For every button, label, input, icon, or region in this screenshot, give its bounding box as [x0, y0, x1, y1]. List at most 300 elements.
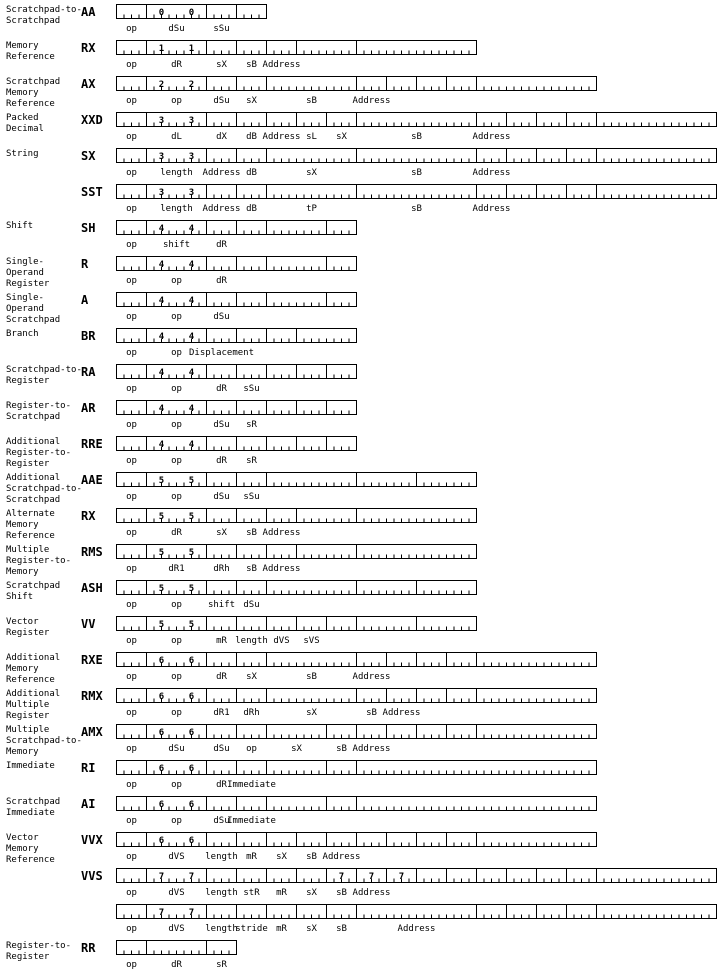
field-label: Address — [472, 204, 511, 214]
bit-value: 1 — [158, 44, 165, 54]
field-label: sB — [336, 924, 347, 934]
field-label: mR — [216, 636, 227, 646]
bit-value: 7 — [338, 872, 345, 882]
format-description: Register — [6, 279, 50, 289]
bit-value: 4 — [158, 332, 165, 342]
format-description: Scratchpad — [6, 16, 61, 26]
field-label: op — [126, 492, 137, 502]
bit-value: 7 — [188, 872, 195, 882]
field-label: shift — [162, 240, 191, 250]
field-label: dR1 — [213, 708, 230, 718]
field-label: dB — [246, 204, 257, 214]
field-label: Address — [352, 96, 391, 106]
field-label: op — [126, 816, 137, 826]
field-label: op — [171, 312, 182, 322]
field-label: op — [171, 780, 182, 790]
field-label: dSu — [168, 24, 185, 34]
field-label: sX — [246, 672, 257, 682]
field-label: dRh — [213, 564, 230, 574]
field-label: sB — [306, 852, 317, 862]
field-label: sR — [246, 420, 257, 430]
field-label: op — [126, 960, 137, 970]
format-description: Reference — [6, 52, 55, 62]
bit-value: 5 — [188, 620, 195, 630]
bit-value: 6 — [188, 692, 195, 702]
field-label: dR — [171, 528, 182, 538]
format-description: Scratchpad — [6, 495, 61, 505]
bit-value: 6 — [188, 764, 195, 774]
format-description: Multiple — [6, 700, 50, 710]
format-description: Shift — [6, 221, 34, 231]
format-description: Memory — [6, 520, 39, 530]
bit-value: 5 — [188, 476, 195, 486]
format-description: Memory — [6, 41, 39, 51]
field-label: dR — [216, 240, 227, 250]
bit-value: 6 — [188, 656, 195, 666]
field-label: Address — [352, 744, 391, 754]
format-mnemonic: RR — [81, 941, 96, 955]
field-label: Displacement — [188, 348, 255, 358]
field-label: dR — [216, 276, 227, 286]
field-label: sB — [246, 564, 257, 574]
format-row — [6, 221, 357, 251]
field-label: dB — [246, 168, 257, 178]
format-row — [81, 869, 717, 899]
format-mnemonic: AAE — [81, 473, 103, 487]
format-mnemonic: VV — [81, 617, 96, 631]
field-label: op — [126, 744, 137, 754]
field-label: op — [126, 708, 137, 718]
field-label: Address — [322, 852, 361, 862]
bit-value: 5 — [188, 548, 195, 558]
field-label: op — [171, 636, 182, 646]
field-label: Address — [352, 672, 391, 682]
format-row — [6, 437, 357, 470]
field-label: Address — [262, 132, 301, 142]
bit-value: 5 — [158, 584, 165, 594]
format-row — [6, 257, 357, 290]
bit-value: 4 — [188, 368, 195, 378]
field-label: sX — [306, 708, 317, 718]
bit-value: 4 — [158, 224, 165, 234]
field-label: dR — [216, 384, 227, 394]
bit-value: 3 — [158, 188, 165, 198]
format-description: Operand — [6, 304, 44, 314]
field-label: dSu — [213, 492, 230, 502]
field-label: dSu — [213, 744, 230, 754]
field-label: tP — [306, 204, 317, 214]
field-label: Immediate — [227, 816, 276, 826]
bit-value: 6 — [158, 800, 165, 810]
field-label: shift — [207, 600, 236, 610]
field-label: dRh — [243, 708, 260, 718]
field-label: op — [126, 168, 137, 178]
field-label: dR — [216, 456, 227, 466]
format-mnemonic: VVX — [81, 833, 103, 847]
format-row — [6, 113, 717, 143]
field-label: sX — [306, 168, 317, 178]
bit-value: 1 — [188, 44, 195, 54]
field-label: op — [171, 816, 182, 826]
format-description: Decimal — [6, 124, 44, 134]
bit-value: 6 — [158, 692, 165, 702]
field-label: dSu — [213, 816, 230, 826]
format-description: Register — [6, 952, 50, 962]
format-row — [6, 545, 477, 578]
format-description: Reference — [6, 99, 55, 109]
format-description: Register-to- — [6, 448, 72, 458]
field-label: sX — [246, 96, 257, 106]
field-label: length — [235, 636, 268, 646]
field-label: op — [126, 420, 137, 430]
field-label: Address — [472, 132, 511, 142]
format-description: Vector — [6, 833, 39, 843]
bit-value: 6 — [188, 728, 195, 738]
format-row — [6, 941, 237, 971]
field-label: sR — [246, 456, 257, 466]
format-description: Vector — [6, 617, 39, 627]
bit-value: 4 — [158, 404, 165, 414]
field-label: length — [205, 924, 238, 934]
format-description: Memory — [6, 747, 39, 757]
format-description: Register — [6, 459, 50, 469]
format-description: String — [6, 149, 39, 159]
format-row — [6, 761, 597, 791]
format-row — [6, 401, 357, 431]
format-description: Scratchpad — [6, 412, 61, 422]
field-label: op — [246, 744, 257, 754]
field-label: op — [126, 924, 137, 934]
format-description: Single- — [6, 257, 44, 267]
bit-value: 5 — [188, 584, 195, 594]
bit-value: 4 — [158, 260, 165, 270]
field-label: mR — [276, 888, 287, 898]
bit-value: 6 — [158, 728, 165, 738]
bit-value: 5 — [158, 548, 165, 558]
field-label: dR — [216, 672, 227, 682]
field-label: sB — [306, 96, 317, 106]
field-label: dR — [216, 780, 227, 790]
format-mnemonic: RI — [81, 761, 96, 775]
format-description: Scratchpad — [6, 77, 61, 87]
bit-value: 4 — [158, 440, 165, 450]
format-description: Register — [6, 711, 50, 721]
format-row — [6, 5, 267, 35]
field-label: Address — [382, 708, 421, 718]
field-label: mR — [276, 924, 287, 934]
field-label: Address — [202, 168, 241, 178]
field-label: sSu — [213, 24, 230, 34]
format-description: Immediate — [6, 808, 55, 818]
field-label: sL — [306, 132, 317, 142]
format-description: Scratchpad-to- — [6, 365, 82, 375]
format-description: Operand — [6, 268, 44, 278]
format-mnemonic: AI — [81, 797, 96, 811]
format-mnemonic: RA — [81, 365, 96, 379]
bit-value: 3 — [158, 116, 165, 126]
format-mnemonic: RMS — [81, 545, 103, 559]
bit-value: 0 — [188, 8, 195, 18]
field-label: op — [126, 240, 137, 250]
bit-value: 7 — [188, 908, 195, 918]
format-description: Register — [6, 628, 50, 638]
format-description: Immediate — [6, 761, 55, 771]
bit-value: 2 — [188, 80, 195, 90]
format-description: Single- — [6, 293, 44, 303]
format-mnemonic: RX — [81, 509, 96, 523]
field-label: op — [126, 132, 137, 142]
format-description: Scratchpad — [6, 797, 61, 807]
format-row — [6, 365, 357, 395]
format-description: Scratchpad-to- — [6, 484, 82, 494]
bit-value: 5 — [188, 512, 195, 522]
format-description: Additional — [6, 653, 61, 663]
format-mnemonic: SH — [81, 221, 96, 235]
field-label: sB — [411, 168, 422, 178]
field-label: sB — [246, 528, 257, 538]
format-mnemonic: VVS — [81, 869, 103, 883]
format-description: Memory — [6, 567, 39, 577]
field-label: sR — [216, 960, 227, 970]
field-label: sB — [306, 672, 317, 682]
format-mnemonic: RX — [81, 41, 96, 55]
field-label: dVS — [168, 852, 185, 862]
field-label: stR — [243, 888, 260, 898]
field-label: sB — [336, 744, 347, 754]
field-label: op — [126, 672, 137, 682]
field-label: sSu — [243, 384, 260, 394]
format-row — [6, 293, 357, 326]
bit-value: 7 — [368, 872, 375, 882]
field-label: dSu — [168, 744, 185, 754]
field-label: op — [126, 600, 137, 610]
format-row — [81, 185, 717, 215]
field-label: op — [126, 24, 137, 34]
format-description: Reference — [6, 531, 55, 541]
format-mnemonic: BR — [81, 329, 96, 343]
format-row — [6, 689, 597, 722]
bit-value: 3 — [188, 116, 195, 126]
field-label: op — [126, 60, 137, 70]
bit-value: 2 — [158, 80, 165, 90]
format-row — [117, 905, 717, 935]
field-label: dR — [171, 960, 182, 970]
bit-value: 4 — [158, 368, 165, 378]
field-label: Immediate — [227, 780, 276, 790]
format-mnemonic: AMX — [81, 725, 103, 739]
bit-value: 7 — [158, 872, 165, 882]
field-label: sX — [276, 852, 287, 862]
format-row — [6, 617, 477, 647]
field-label: dR1 — [168, 564, 185, 574]
format-description: Scratchpad — [6, 581, 61, 591]
format-mnemonic: SX — [81, 149, 96, 163]
bit-value: 7 — [398, 872, 405, 882]
format-row — [6, 797, 597, 827]
field-label: Address — [352, 888, 391, 898]
field-label: sB — [366, 708, 377, 718]
field-label: op — [126, 348, 137, 358]
format-row — [6, 77, 597, 110]
field-label: Address — [397, 924, 436, 934]
field-label: op — [171, 276, 182, 286]
field-label: op — [171, 384, 182, 394]
field-label: op — [126, 780, 137, 790]
field-label: dR — [171, 60, 182, 70]
field-label: op — [126, 456, 137, 466]
field-label: dL — [171, 132, 182, 142]
field-label: op — [126, 384, 137, 394]
field-label: op — [171, 348, 182, 358]
bit-value: 5 — [158, 512, 165, 522]
bit-value: 6 — [158, 656, 165, 666]
field-label: length — [160, 168, 193, 178]
field-label: dX — [216, 132, 227, 142]
format-description: Additional — [6, 473, 61, 483]
bit-value: 4 — [188, 440, 195, 450]
field-label: Address — [262, 60, 301, 70]
field-label: Address — [262, 564, 301, 574]
format-row — [6, 329, 357, 359]
bit-value: 6 — [188, 800, 195, 810]
format-description: Reference — [6, 855, 55, 865]
format-description: Additional — [6, 689, 61, 699]
format-row — [6, 149, 717, 179]
format-mnemonic: R — [81, 257, 89, 271]
format-description: Branch — [6, 329, 39, 339]
field-label: dSu — [243, 600, 260, 610]
format-mnemonic: A — [81, 293, 89, 307]
field-label: length — [160, 204, 193, 214]
field-label: dSu — [213, 420, 230, 430]
field-label: op — [126, 528, 137, 538]
field-label: sX — [306, 888, 317, 898]
format-description: Reference — [6, 675, 55, 685]
field-label: Address — [472, 168, 511, 178]
bit-value: 6 — [188, 836, 195, 846]
field-label: op — [126, 276, 137, 286]
bit-value: 6 — [158, 836, 165, 846]
bit-value: 6 — [158, 764, 165, 774]
field-label: Address — [202, 204, 241, 214]
field-label: sVS — [303, 636, 320, 646]
field-label: sB — [411, 132, 422, 142]
format-row — [6, 509, 477, 542]
format-description: Memory — [6, 844, 39, 854]
field-label: sB — [411, 204, 422, 214]
field-label: length — [205, 888, 238, 898]
bit-value: 4 — [188, 404, 195, 414]
format-mnemonic: RRE — [81, 437, 103, 451]
format-description: Register-to- — [6, 941, 72, 951]
format-description: Scratchpad-to- — [6, 736, 82, 746]
bit-value: 7 — [158, 908, 165, 918]
bit-value: 4 — [188, 224, 195, 234]
field-label: sB — [336, 888, 347, 898]
field-label: op — [126, 564, 137, 574]
format-mnemonic: XXD — [81, 113, 103, 127]
bit-value: 5 — [158, 620, 165, 630]
field-label: op — [126, 96, 137, 106]
field-label: op — [126, 312, 137, 322]
format-description: Memory — [6, 88, 39, 98]
field-label: op — [171, 492, 182, 502]
format-description: Shift — [6, 592, 34, 602]
field-label: dVS — [168, 924, 185, 934]
field-label: op — [171, 420, 182, 430]
format-row — [6, 41, 477, 71]
format-description: Alternate — [6, 509, 55, 519]
format-mnemonic: AR — [81, 401, 96, 415]
format-mnemonic: RXE — [81, 653, 103, 667]
format-description: Register — [6, 376, 50, 386]
bit-value: 3 — [158, 152, 165, 162]
format-row — [6, 473, 477, 506]
field-label: mR — [246, 852, 257, 862]
format-row — [6, 581, 477, 611]
bit-value: 4 — [188, 296, 195, 306]
field-label: sX — [336, 132, 347, 142]
field-label: op — [171, 672, 182, 682]
format-description: Scratchpad-to- — [6, 5, 82, 15]
bit-value: 5 — [158, 476, 165, 486]
format-description: Packed — [6, 113, 39, 123]
bit-value: 4 — [188, 260, 195, 270]
field-label: op — [126, 888, 137, 898]
field-label: op — [126, 636, 137, 646]
format-row — [6, 653, 597, 686]
field-label: stride — [235, 924, 268, 934]
field-label: sX — [216, 60, 227, 70]
field-label: op — [171, 96, 182, 106]
field-label: Address — [262, 528, 301, 538]
field-label: dSu — [213, 96, 230, 106]
format-description: Multiple — [6, 545, 50, 555]
format-mnemonic: RMX — [81, 689, 103, 703]
field-label: sB — [246, 60, 257, 70]
format-mnemonic: ASH — [81, 581, 103, 595]
field-label: dB — [246, 132, 257, 142]
field-label: sSu — [243, 492, 260, 502]
field-label: op — [126, 852, 137, 862]
format-mnemonic: SST — [81, 185, 103, 199]
field-label: op — [171, 600, 182, 610]
bit-value: 4 — [158, 296, 165, 306]
format-description: Register-to- — [6, 556, 72, 566]
field-label: dVS — [273, 636, 290, 646]
field-label: sX — [291, 744, 302, 754]
format-description: Scratchpad — [6, 315, 61, 325]
format-description: Register-to- — [6, 401, 72, 411]
field-label: length — [205, 852, 238, 862]
bit-value: 3 — [188, 188, 195, 198]
field-label: op — [171, 456, 182, 466]
field-label: sX — [306, 924, 317, 934]
format-description: Multiple — [6, 725, 50, 735]
bit-value: 3 — [188, 152, 195, 162]
bit-value: 0 — [158, 8, 165, 18]
format-mnemonic: AX — [81, 77, 96, 91]
field-label: dVS — [168, 888, 185, 898]
format-row — [6, 725, 597, 758]
field-label: dSu — [213, 312, 230, 322]
field-label: op — [171, 708, 182, 718]
field-label: sX — [216, 528, 227, 538]
field-label: op — [126, 204, 137, 214]
format-description: Memory — [6, 664, 39, 674]
format-row — [6, 833, 597, 866]
format-description: Additional — [6, 437, 61, 447]
